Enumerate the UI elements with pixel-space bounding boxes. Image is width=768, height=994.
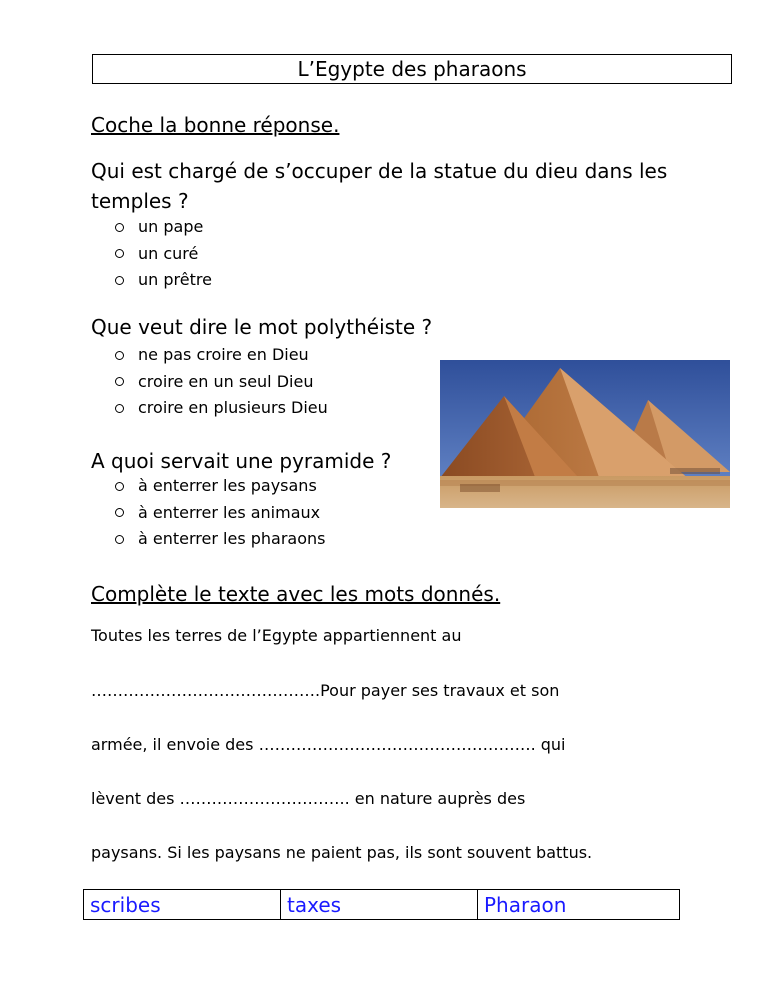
option-item[interactable]: croire en un seul Dieu (115, 369, 328, 396)
option-item[interactable]: à enterrer les paysans (115, 473, 325, 500)
checkbox-circle-icon[interactable] (115, 249, 124, 258)
option-item[interactable]: croire en plusieurs Dieu (115, 395, 328, 422)
checkbox-circle-icon[interactable] (115, 351, 124, 360)
question-2: Que veut dire le mot polythéiste ? (91, 315, 433, 339)
checkbox-circle-icon[interactable] (115, 482, 124, 491)
option-item[interactable]: un prêtre (115, 267, 212, 294)
question-2-options (115, 342, 328, 422)
question-3: A quoi servait une pyramide ? (91, 449, 392, 473)
instruction-complete-text: Complète le texte avec les mots donnés. (91, 582, 501, 606)
worksheet-title: L’Egypte des pharaons (92, 54, 732, 84)
question-1: Qui est chargé de s’occuper de la statue du dieu dans les temples ? (91, 159, 668, 213)
instruction-check-answer: Coche la bonne réponse. (91, 113, 340, 137)
option-item[interactable]: un pape (115, 214, 212, 241)
checkbox-circle-icon[interactable] (115, 276, 124, 285)
checkbox-circle-icon[interactable] (115, 508, 124, 517)
pyramids-photo (440, 360, 730, 508)
option-item[interactable]: à enterrer les pharaons (115, 526, 325, 553)
text-line-3: armée, il envoie des ……………………………………………. qui (91, 735, 566, 754)
word-bank-table (83, 889, 680, 920)
question-1-options (115, 214, 212, 294)
word-bank-cell: Pharaon (478, 890, 680, 920)
option-item[interactable]: un curé (115, 241, 212, 268)
checkbox-circle-icon[interactable] (115, 377, 124, 386)
checkbox-circle-icon[interactable] (115, 223, 124, 232)
checkbox-circle-icon[interactable] (115, 404, 124, 413)
text-line-1: Toutes les terres de l’Egypte appartiennent au (91, 626, 462, 645)
pyramids-icon (440, 360, 730, 508)
checkbox-circle-icon[interactable] (115, 535, 124, 544)
text-line-2: …………………………………….Pour payer ses travaux et son (91, 681, 560, 700)
table-row (84, 890, 680, 920)
option-item[interactable]: ne pas croire en Dieu (115, 342, 328, 369)
word-bank-cell: taxes (281, 890, 478, 920)
question-3-options (115, 473, 325, 553)
word-bank-cell: scribes (84, 890, 281, 920)
text-line-4: lèvent des ………………………….. en nature auprès des (91, 789, 526, 808)
text-line-5: paysans. Si les paysans ne paient pas, ils sont souvent battus. (91, 843, 593, 862)
option-item[interactable]: à enterrer les animaux (115, 500, 325, 527)
